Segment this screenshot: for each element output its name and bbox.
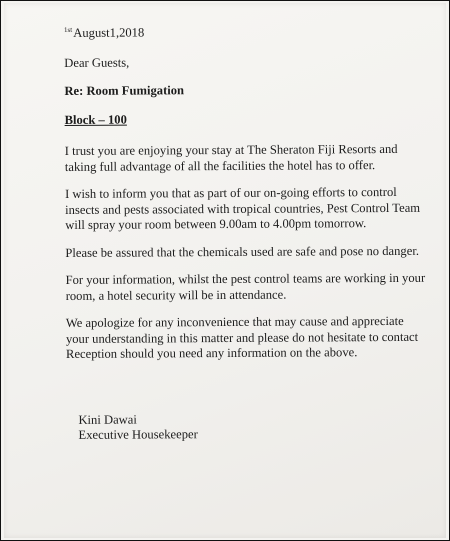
- salutation: Dear Guests,: [64, 55, 130, 70]
- block-number: Block – 100: [64, 112, 127, 127]
- date-text: August1,2018: [73, 25, 145, 40]
- paragraph-notice: I wish to inform you that as part of our on-going efforts to control insects and pests associated with tropical countries, Pest Control Team will spray your room between 9.00am to 4.00pm tomorrow.: [65, 184, 421, 232]
- paragraph-greeting: I trust you are enjoying your stay at The Sheraton Fiji Resorts and taking full advantage of all the facilities the hotel has to offer.: [64, 141, 398, 174]
- subject-line: Re: Room Fumigation: [64, 83, 185, 98]
- paragraph-security: For your information, whilst the pest control teams are working in your room, a hotel security will be in attendance.: [65, 270, 426, 303]
- signatory-name: Kini Dawai: [78, 412, 137, 427]
- paragraph-apology: We apologize for any inconvenience that may cause and appreciate your understanding in this matter and please do not hesitate to contact Reception should you need any information on the above.: [65, 313, 419, 361]
- letter-paper: [4, 3, 446, 538]
- signatory-title: Executive Housekeeper: [78, 427, 198, 442]
- date-ordinal: 1st: [64, 25, 73, 34]
- letter-date: [64, 21, 432, 42]
- signature-space: [62, 372, 434, 412]
- paragraph-safety: Please be assured that the chemicals used are safe and pose no danger.: [65, 243, 419, 260]
- letter-body: [60, 21, 435, 444]
